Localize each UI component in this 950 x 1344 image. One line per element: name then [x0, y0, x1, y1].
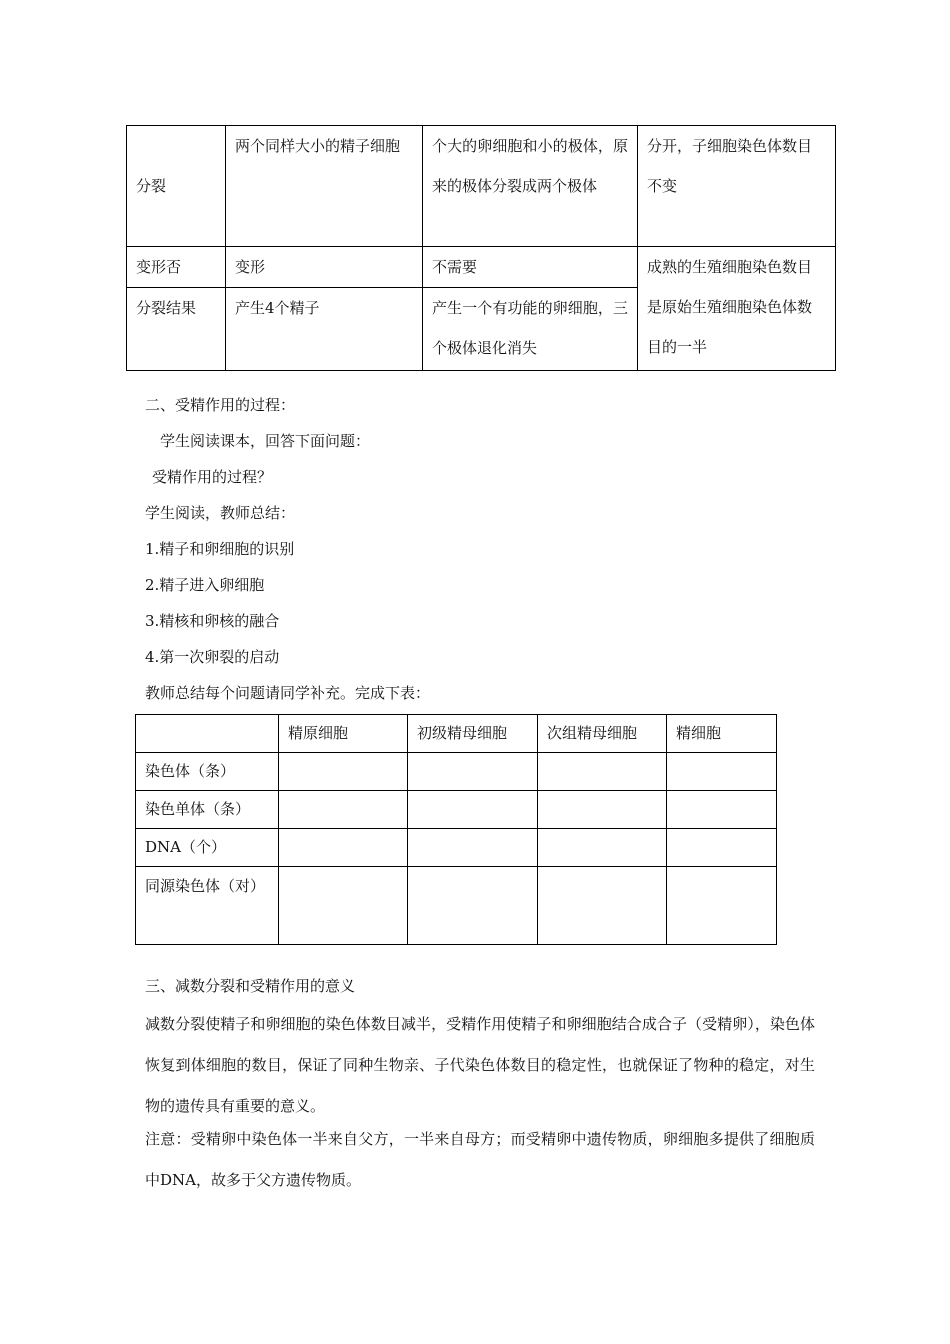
list-item: 3.精核和卵核的融合	[145, 612, 280, 630]
empty-cell	[538, 753, 667, 791]
empty-cell	[279, 867, 408, 945]
table-cell: 分裂	[127, 126, 226, 247]
body-text: 教师总结每个问题请同学补充。完成下表：	[145, 684, 431, 702]
section-heading: 二、受精作用的过程：	[145, 396, 296, 414]
row-label: 同源染色体（对）	[136, 867, 279, 945]
list-item: 2.精子进入卵细胞	[145, 576, 265, 594]
table-cell: 分裂结果	[127, 288, 226, 371]
empty-cell	[408, 867, 538, 945]
table-cell: 变形	[226, 247, 423, 288]
table-header-cell: 次组精母细胞	[538, 715, 667, 753]
empty-cell	[538, 829, 667, 867]
empty-cell	[408, 829, 538, 867]
table-header-cell: 精原细胞	[279, 715, 408, 753]
table-row	[136, 829, 777, 867]
empty-cell	[667, 829, 777, 867]
table-cell: 个大的卵细胞和小的极体，原来的极体分裂成两个极体	[423, 126, 638, 247]
table-header-cell: 初级精母细胞	[408, 715, 538, 753]
table-row	[136, 867, 777, 945]
table-cell: 分开，子细胞染色体数目不变	[638, 126, 836, 247]
table-cell: 不需要	[423, 247, 638, 288]
table-cell: 产生一个有功能的卵细胞，三个极体退化消失	[423, 288, 638, 371]
table-cell: 产生4个精子	[226, 288, 423, 371]
meiosis-comparison-table	[126, 125, 836, 371]
table-header-cell: 精细胞	[667, 715, 777, 753]
table-row	[127, 126, 836, 247]
chromosome-count-table	[135, 714, 777, 945]
table-row	[136, 791, 777, 829]
table-cell: 成熟的生殖细胞染色数目是原始生殖细胞染色体数目的一半	[638, 247, 836, 371]
empty-cell	[538, 867, 667, 945]
empty-cell	[408, 753, 538, 791]
section-heading: 三、减数分裂和受精作用的意义	[145, 977, 356, 995]
empty-cell	[279, 791, 408, 829]
empty-cell	[279, 753, 408, 791]
empty-cell	[408, 791, 538, 829]
empty-cell	[667, 753, 777, 791]
row-label: 染色单体（条）	[136, 791, 279, 829]
body-text: 受精作用的过程？	[152, 468, 273, 486]
table-row	[127, 247, 836, 288]
body-paragraph: 减数分裂使精子和卵细胞的染色体数目减半，受精作用使精子和卵细胞结合成合子（受精卵），染色体恢复到体细胞的数目，保证了同种生物亲、子代染色体数目的稳定性，也就保证了物种的稳定，对生物的遗传具有重要的意义。	[145, 1015, 815, 1115]
table-header-row	[136, 715, 777, 753]
table-cell: 两个同样大小的精子细胞	[226, 126, 423, 247]
empty-cell	[279, 829, 408, 867]
empty-cell	[667, 867, 777, 945]
table-header-cell	[136, 715, 279, 753]
table-cell: 变形否	[127, 247, 226, 288]
note-paragraph: 注意：受精卵中染色体一半来自父方，一半来自母方；而受精卵中遗传物质，卵细胞多提供了细胞质中DNA，故多于父方遗传物质。	[145, 1130, 815, 1189]
list-item: 1.精子和卵细胞的识别	[145, 540, 295, 558]
table-row	[136, 753, 777, 791]
body-text: 学生阅读，教师总结：	[145, 504, 296, 522]
empty-cell	[667, 791, 777, 829]
body-text: 学生阅读课本，回答下面问题：	[160, 432, 371, 450]
row-label: DNA（个）	[136, 829, 279, 867]
row-label: 染色体（条）	[136, 753, 279, 791]
list-item: 4.第一次卵裂的启动	[145, 648, 280, 666]
empty-cell	[538, 791, 667, 829]
